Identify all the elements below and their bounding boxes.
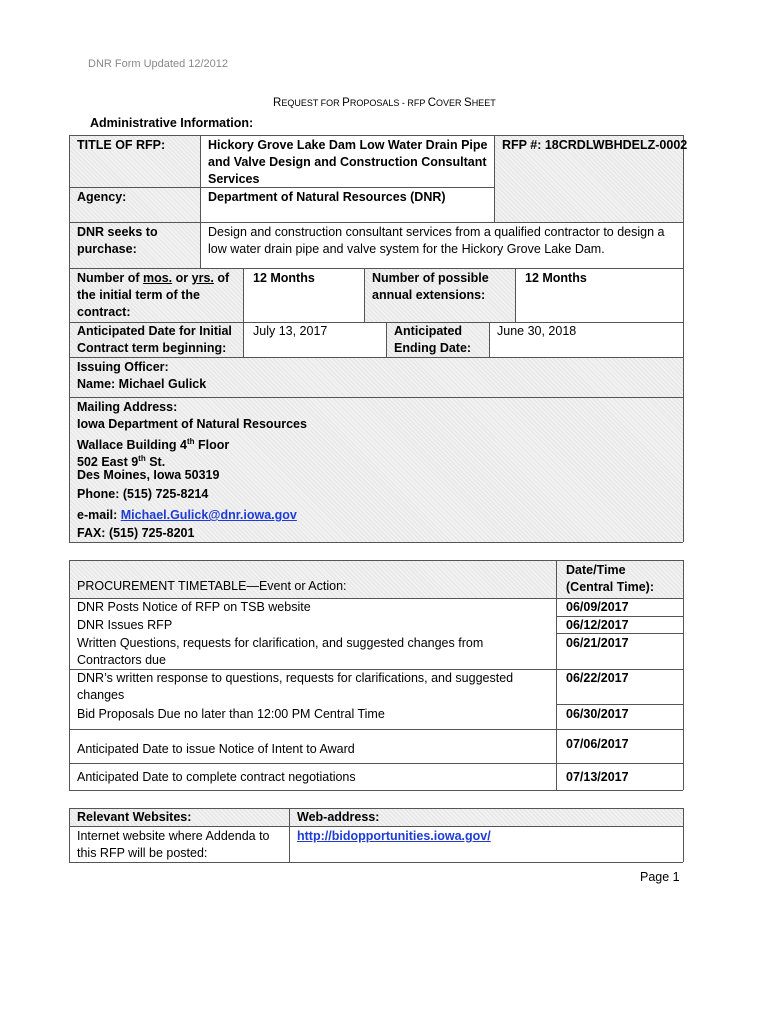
address-line-2-sup: th (186, 437, 195, 446)
address-line-2a: Wallace Building 4 (77, 438, 187, 453)
admin-heading: Administrative Information: (90, 116, 254, 130)
timetable-row-2-event: DNR Issues RFP (77, 618, 173, 632)
title-c: C (427, 97, 436, 109)
phone: Phone: (515) 725-8214 (77, 487, 209, 501)
ext-label-1: Number of possible (372, 271, 489, 285)
email-label: e-mail: (77, 508, 121, 522)
timetable-row-4-event-1: DNR’s written response to questions, requests for clarifications, and suggested (77, 671, 514, 685)
title-part1: EQUEST FOR (281, 98, 343, 108)
timetable-row-6-date: 07/06/2017 (566, 737, 629, 751)
term-label-yrs: yrs. (191, 271, 214, 285)
title-p: P (342, 97, 350, 109)
mailing-label: Mailing Address: (77, 400, 178, 414)
timetable-row-4-event-2: changes (77, 688, 125, 702)
timetable-row-4-date: 06/22/2017 (566, 671, 629, 685)
start-label-1: Anticipated Date for Initial (77, 324, 232, 338)
title-prefix: R (273, 97, 282, 109)
issuing-officer-label: Issuing Officer: (77, 360, 169, 374)
term-label-of: of (213, 271, 230, 285)
timetable-row-2-date: 06/12/2017 (566, 618, 629, 632)
websites-header-left: Relevant Websites: (77, 810, 192, 824)
timetable-row-1-date: 06/09/2017 (566, 600, 629, 614)
fax: FAX: (515) 725-8201 (77, 526, 195, 540)
email-row (77, 507, 297, 524)
title-s: S (464, 97, 472, 109)
address-line-3b: St. (145, 455, 166, 470)
title-part4: HEET (471, 98, 496, 108)
term-label-or: or (172, 271, 192, 285)
websites-row-label-1: Internet website where Addenda to (77, 829, 270, 843)
form-updated-note: DNR Form Updated 12/2012 (88, 58, 229, 70)
rfp-number: RFP #: 18CRDLWBHDELZ-0002 (502, 138, 688, 152)
term-label-line2: the initial term of the (77, 288, 200, 302)
term-label-a: Number of (77, 271, 143, 285)
timetable-row-1-event: DNR Posts Notice of RFP on TSB website (77, 600, 311, 614)
email-link[interactable]: Michael.Gulick@dnr.iowa.gov (120, 508, 297, 522)
seeks-label-1: DNR seeks to (77, 225, 158, 239)
address-line-1: Iowa Department of Natural Resources (77, 417, 307, 431)
seeks-value-2: low water drain pipe and valve system for the Hickory Grove Lake Dam. (208, 242, 605, 256)
address-line-3-sup: th (138, 454, 146, 463)
agency-label: Agency: (77, 190, 127, 204)
timetable-row-3-date: 06/21/2017 (566, 636, 629, 650)
title-part2: ROPOSALS - RFP (349, 98, 428, 108)
term-label-line3: contract: (77, 305, 131, 319)
websites-header-right: Web-address: (297, 810, 380, 824)
term-label (77, 270, 229, 287)
term-label-mos: mos. (142, 271, 173, 285)
end-label-1: Anticipated (394, 324, 463, 338)
timetable-date-header-2: (Central Time): (566, 580, 654, 594)
timetable-row-5-event: Bid Proposals Due no later than 12:00 PM Central Time (77, 707, 385, 721)
timetable-row-3-event-2: Contractors due (77, 653, 166, 667)
end-value: June 30, 2018 (497, 324, 577, 338)
ext-value: 12 Months (525, 271, 587, 285)
timetable-header: PROCUREMENT TIMETABLE—Event or Action: (77, 579, 347, 593)
timetable-date-header-1: Date/Time (566, 563, 626, 577)
term-value: 12 Months (253, 271, 315, 285)
page-number: Page 1 (640, 870, 680, 884)
websites-row-label-2: this RFP will be posted: (77, 846, 208, 860)
timetable-row-6-event: Anticipated Date to issue Notice of Intent to Award (77, 742, 355, 756)
address-line-3a: 502 East 9 (77, 455, 139, 470)
seeks-label-2: purchase: (77, 242, 137, 256)
seeks-value-1: Design and construction consultant services from a qualified contractor to design a (208, 225, 665, 239)
timetable-row-7-date: 07/13/2017 (566, 770, 629, 784)
address-line-4: Des Moines, Iowa 50319 (77, 468, 220, 482)
bid-opportunities-link[interactable]: http://bidopportunities.iowa.gov/ (297, 829, 491, 843)
address-line-2b: Floor (194, 438, 230, 453)
officer-name: Name: Michael Gulick (77, 377, 207, 391)
start-value: July 13, 2017 (253, 324, 328, 338)
agency-value: Department of Natural Resources (DNR) (208, 190, 446, 204)
timetable-row-5-date: 06/30/2017 (566, 707, 629, 721)
end-label-2: Ending Date: (394, 341, 472, 355)
timetable-row-3-event-1: Written Questions, requests for clarification, and suggested changes from (77, 636, 484, 650)
title-part3: OVER (436, 98, 465, 108)
document-title (273, 95, 496, 112)
title-line-3: Services (208, 172, 260, 186)
title-line-1: Hickory Grove Lake Dam Low Water Drain Pipe (208, 138, 488, 152)
ext-label-2: annual extensions: (372, 288, 486, 302)
start-label-2: Contract term beginning: (77, 341, 227, 355)
timetable-row-7-event: Anticipated Date to complete contract negotiations (77, 770, 356, 784)
title-label: TITLE OF RFP: (77, 138, 166, 152)
title-line-2: and Valve Design and Construction Consultant (208, 155, 487, 169)
